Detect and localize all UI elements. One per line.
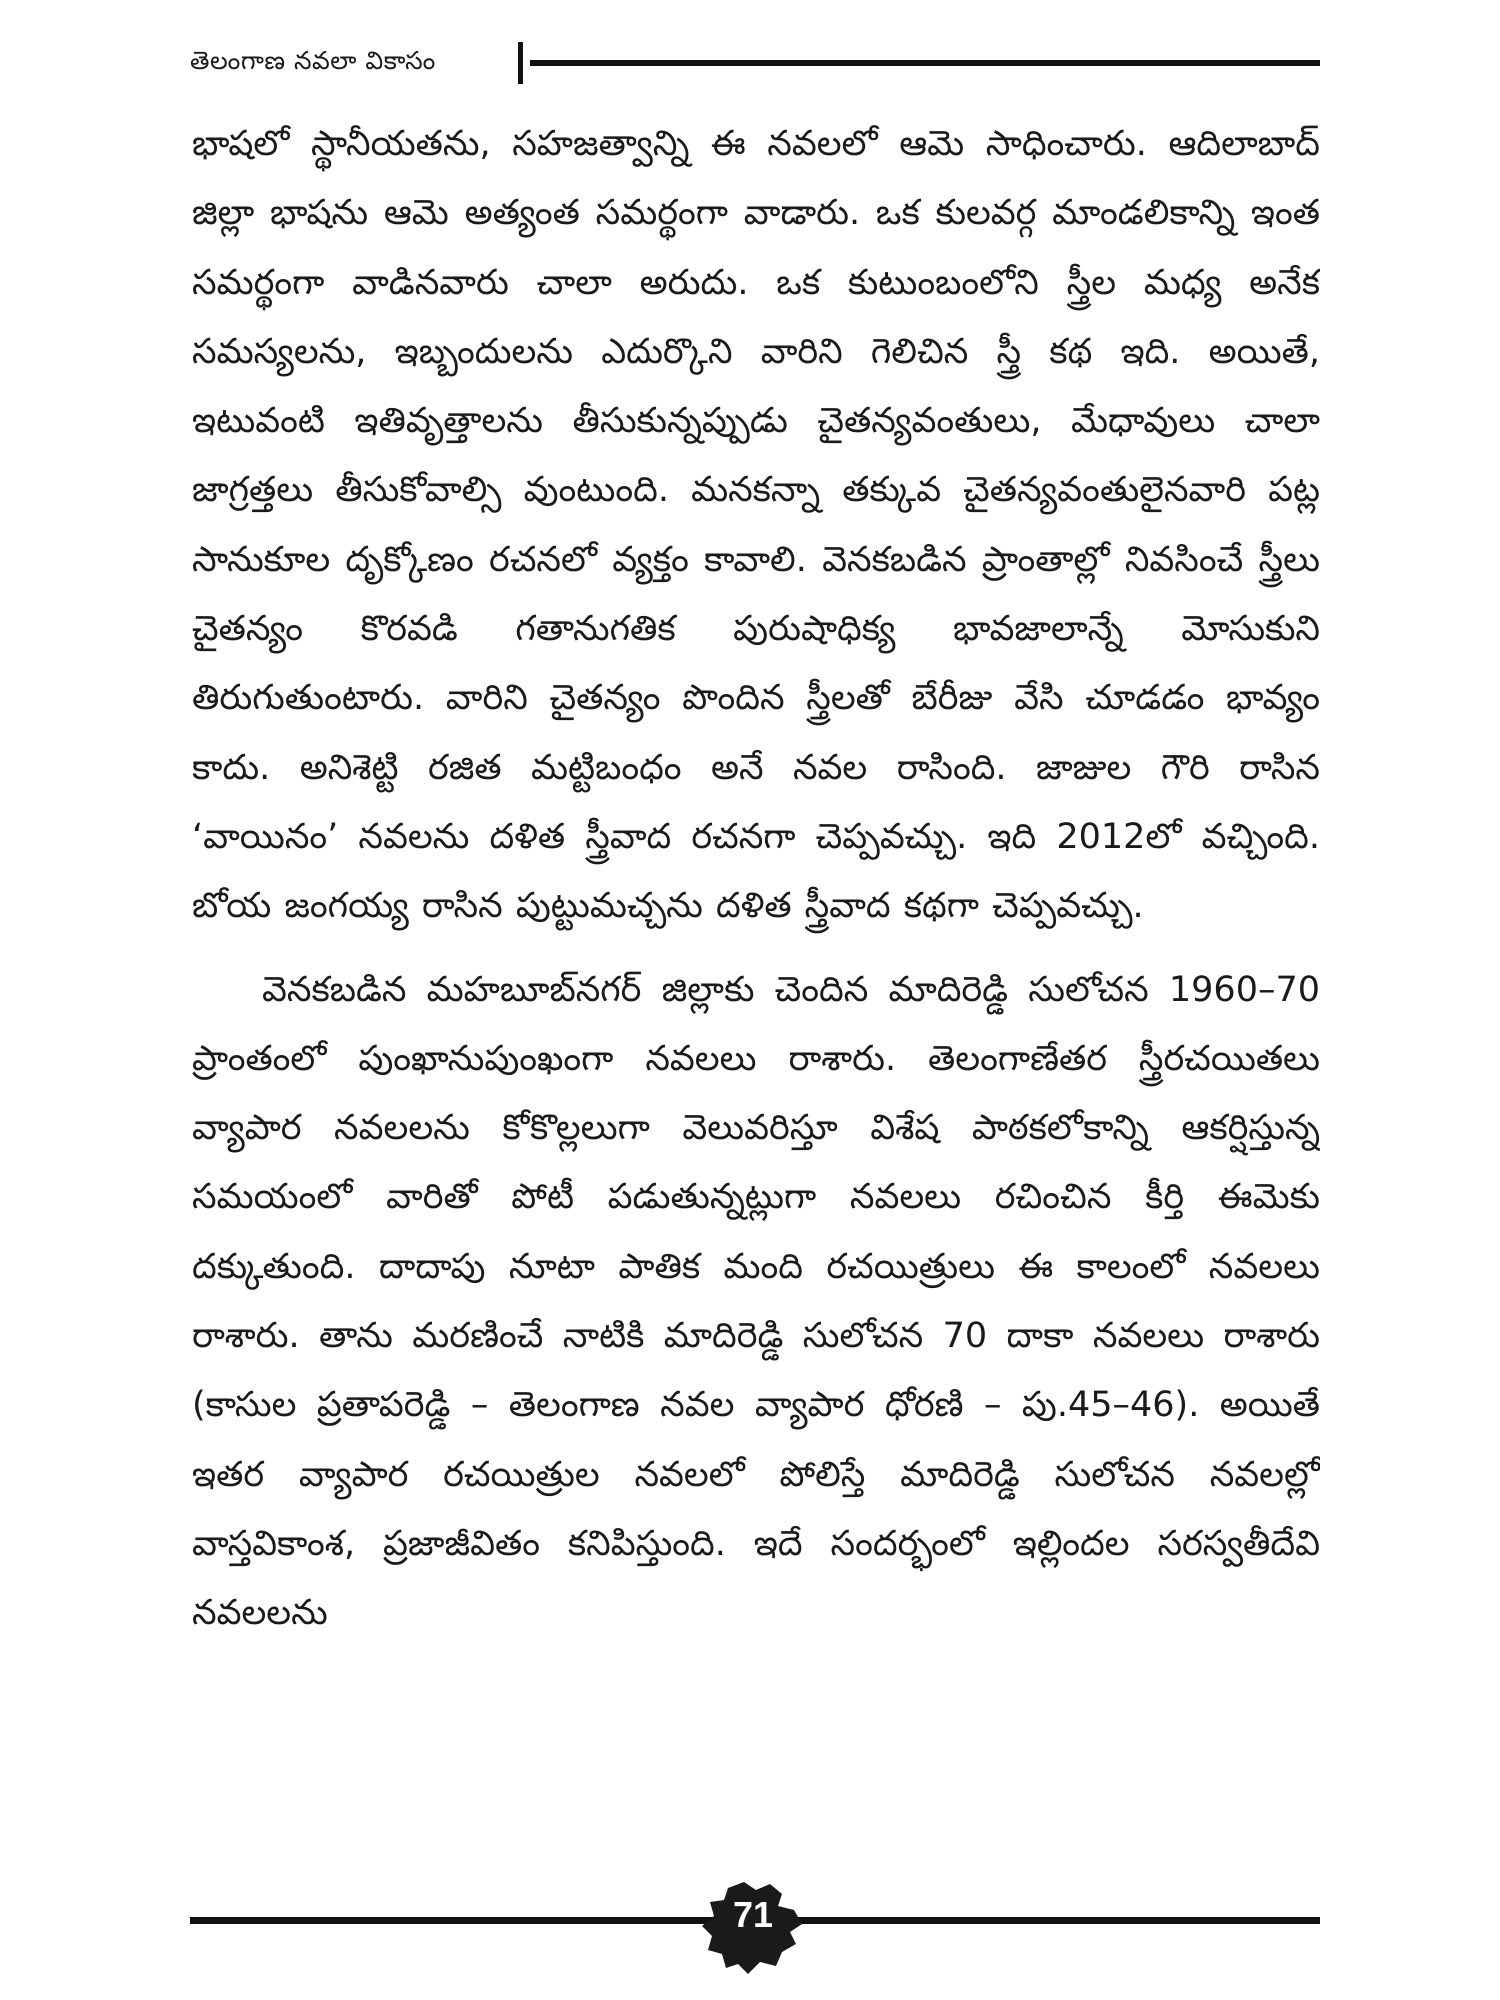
header-rule: [530, 60, 1320, 66]
running-header: [190, 42, 1320, 86]
paragraph-1: భాషలో స్థానీయతను, సహజత్వాన్ని ఈ నవలలో ఆమె సాధించారు. ఆదిలాబాద్ జిల్లా భాషను ఆమె అత్యంత సమర్థంగా వాడారు. ఒక కులవర్గ మాండలికాన్ని ఇంత సమర్థంగా వాడినవారు చాలా అరుదు. ఒక కుటుంబంలోని స్త్రీల మధ్య అనేక సమస్యలను, ఇబ్బందులను ఎదుర్కొని వారిని గెలిచిన స్త్రీ కథ ఇది. అయితే, ఇటువంటి ఇతివృత్తాలను తీసుకున్నప్పుడు చైతన్యవంతులు, మేధావులు చాలా జాగ్రత్తలు తీసుకోవాల్సి వుంటుంది. మనకన్నా తక్కువ చైతన్యవంతులైనవారి పట్ల సానుకూల దృక్కోణం రచనలో వ్యక్తం కావాలి. వెనకబడిన ప్రాంతాల్లో నివసించే స్త్రీలు చైతన్యం కొరవడి గతానుగతిక పురుషాధిక్య భావజాలాన్నే మోసుకుని తిరుగుతుంటారు. వారిని చైతన్యం పొందిన స్త్రీలతో బేరీజు వేసి చూడడం భావ్యం కాదు. అనిశెట్టి రజిత మట్టిబంధం అనే నవల రాసింది. జాజుల గౌరి రాసిన ‘వాయినం’ నవలను దళిత స్త్రీవాద రచనగా చెప్పవచ్చు. ఇది 2012లో వచ్చింది. బోయ జంగయ్య రాసిన పుట్టుమచ్చను దళిత స్త్రీవాద కథగా చెప్పవచ్చు.: [192, 124, 1320, 927]
header-divider-tick: [518, 42, 523, 84]
page-number: 71: [732, 1894, 774, 1935]
paragraph-2: వెనకబడిన మహబూబ్‌నగర్ జిల్లాకు చెందిన మాదిరెడ్డి సులోచన 1960–70 ప్రాంతంలో పుంఖానుపుంఖంగా నవలలు రాశారు. తెలంగాణేతర స్త్రీరచయితలు వ్యాపార నవలలను కోకొల్లలుగా వెలువరిస్తూ విశేష పాఠకలోకాన్ని ఆకర్షిస్తున్న సమయంలో వారితో పోటీ పడుతున్నట్లుగా నవలలు రచించిన కీర్తి ఈమెకు దక్కుతుంది. దాదాపు నూటా పాతిక మంది రచయిత్రులు ఈ కాలంలో నవలలు రాశారు. తాను మరణించే నాటికి మాదిరెడ్డి సులోచన 70 దాకా నవలలు రాశారు (కాసుల ప్రతాపరెడ్డి – తెలంగాణ నవల వ్యాపార ధోరణి – పు.45–46). అయితే ఇతర వ్యాపార రచయిత్రుల నవలలో పోలిస్తే మాదిరెడ్డి సులోచన నవలల్లో వాస్తవికాంశ, ప్రజాజీవితం కనిపిస్తుంది. ఇదే సందర్భంలో ఇల్లిందల సరస్వతీదేవి నవలలను: [192, 969, 1320, 1634]
page-footer: [190, 1880, 1320, 1980]
page-body: [192, 110, 1320, 1830]
header-title: తెలంగాణ నవలా వికాసం: [190, 46, 436, 75]
